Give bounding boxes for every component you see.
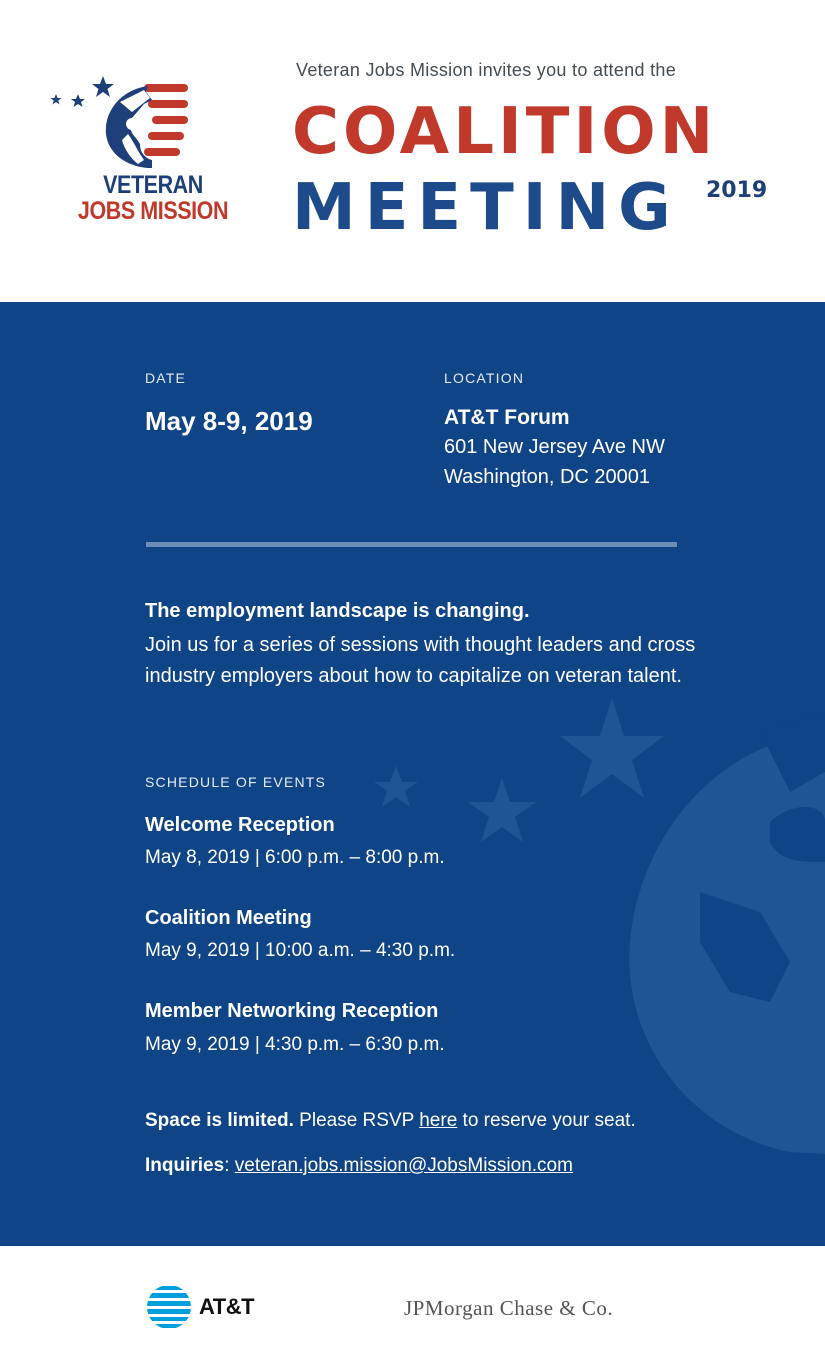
section-divider [146,542,677,547]
location-label: LOCATION [444,370,525,386]
event-title-coalition-meeting: Coalition Meeting [145,907,312,929]
jpmorgan-logo-text: JPMorgan Chase & Co. [404,1296,614,1320]
event-title-welcome-reception: Welcome Reception [145,814,335,836]
date-value: May 8-9, 2019 [145,406,313,436]
location-city: Washington, DC 20001 [444,466,651,488]
intro-body: Join us for a series of sessions with thought leaders and cross industry employers about how to capitalize on veteran talent. [145,634,696,687]
rsvp-here-link[interactable]: here [419,1110,458,1131]
logo-wordmark [48,172,258,224]
event-time-welcome-reception: May 8, 2019 | 6:00 p.m. – 8:00 p.m. [145,847,445,868]
location-name: AT&T Forum [444,406,570,429]
att-globe-icon [146,1284,192,1330]
invite-text: Veteran Jobs Mission invites you to attend the [296,60,677,80]
background-stars-globe-icon [0,302,825,1246]
inquiries-line [145,1155,573,1177]
header [0,0,825,302]
logo-line-jobs-mission: JOBS MISSION [77,197,229,225]
sponsor-footer [0,1246,825,1363]
inquiries-label: Inquiries [145,1155,225,1176]
date-label: DATE [145,370,187,386]
location-street: 601 New Jersey Ave NW [444,436,665,458]
event-title-networking-reception: Member Networking Reception [145,1000,439,1022]
title-meeting: MEETING [292,171,680,245]
logo-line-veteran: VETERAN [103,171,203,199]
event-details-panel [0,302,825,1246]
schedule-label: SCHEDULE OF EVENTS [145,774,327,790]
rsvp-after-link: to reserve your seat. [457,1110,636,1131]
rsvp-line [145,1110,636,1132]
rsvp-bold: Space is limited. [145,1110,294,1131]
inquiries-email-link[interactable]: veteran.jobs.mission@JobsMission.com [234,1155,573,1176]
event-time-coalition-meeting: May 9, 2019 | 10:00 a.m. – 4:30 p.m. [145,940,456,961]
intro-heading: The employment landscape is changing. [145,600,530,622]
inquiries-separator: : [224,1155,235,1176]
title-year: 2019 [706,178,768,203]
title-coalition: COALITION [292,95,718,169]
event-time-networking-reception: May 9, 2019 | 4:30 p.m. – 6:30 p.m. [145,1034,445,1055]
att-logo-text: AT&T [199,1294,255,1319]
rsvp-before-link: Please RSVP [293,1110,420,1131]
